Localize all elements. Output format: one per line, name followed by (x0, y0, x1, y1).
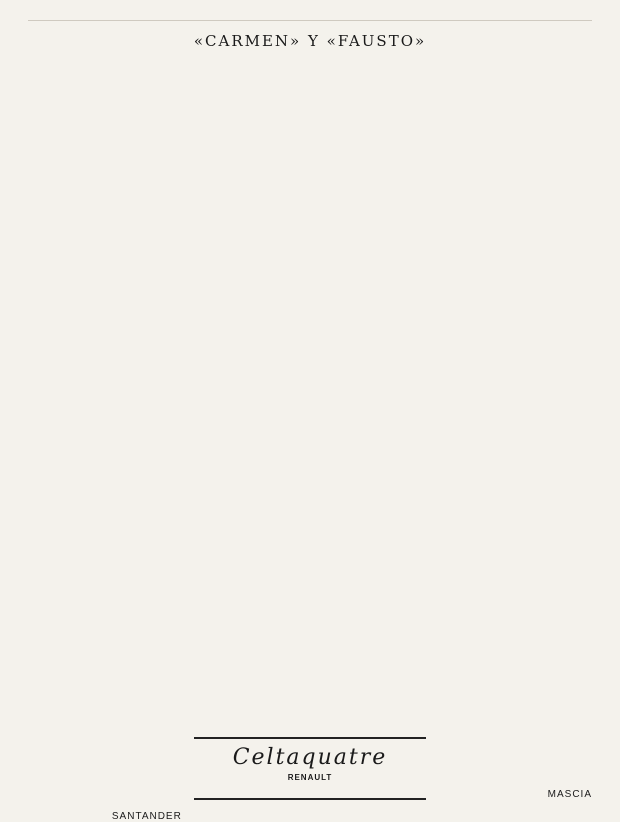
right-signature-name: MASCIA (547, 788, 592, 800)
right-paragraph (438, 160, 592, 280)
left-column (28, 36, 182, 822)
article-byline (194, 52, 426, 62)
middle-paragraph (194, 172, 426, 272)
columns (28, 32, 592, 822)
middle-paragraph (194, 276, 426, 376)
right-paragraph (438, 284, 592, 404)
ad-row (198, 773, 422, 783)
left-paragraph (28, 36, 182, 186)
left-signature-name: SANTANDER (111, 811, 182, 822)
top-rule (28, 20, 592, 21)
left-paragraph (28, 190, 182, 340)
right-paragraph (438, 36, 592, 156)
left-paragraph (28, 498, 182, 648)
middle-paragraph (194, 68, 426, 168)
ad-footer-note (198, 786, 422, 794)
car-advertisement (194, 737, 426, 800)
ad-maker: RENAULT (287, 772, 333, 782)
ad-brand: Celtaquatre (232, 744, 388, 770)
left-paragraph (28, 652, 182, 802)
right-signature (438, 784, 592, 800)
left-signature (28, 806, 182, 822)
article-title: «CARMEN» Y «FAUSTO» (193, 32, 427, 50)
left-paragraph (28, 344, 182, 494)
inset-quote-line (444, 418, 586, 538)
right-column (438, 36, 592, 800)
middle-paragraph (194, 380, 426, 480)
right-paragraph (438, 550, 592, 670)
middle-column (193, 32, 427, 800)
inset-quote (438, 414, 592, 544)
